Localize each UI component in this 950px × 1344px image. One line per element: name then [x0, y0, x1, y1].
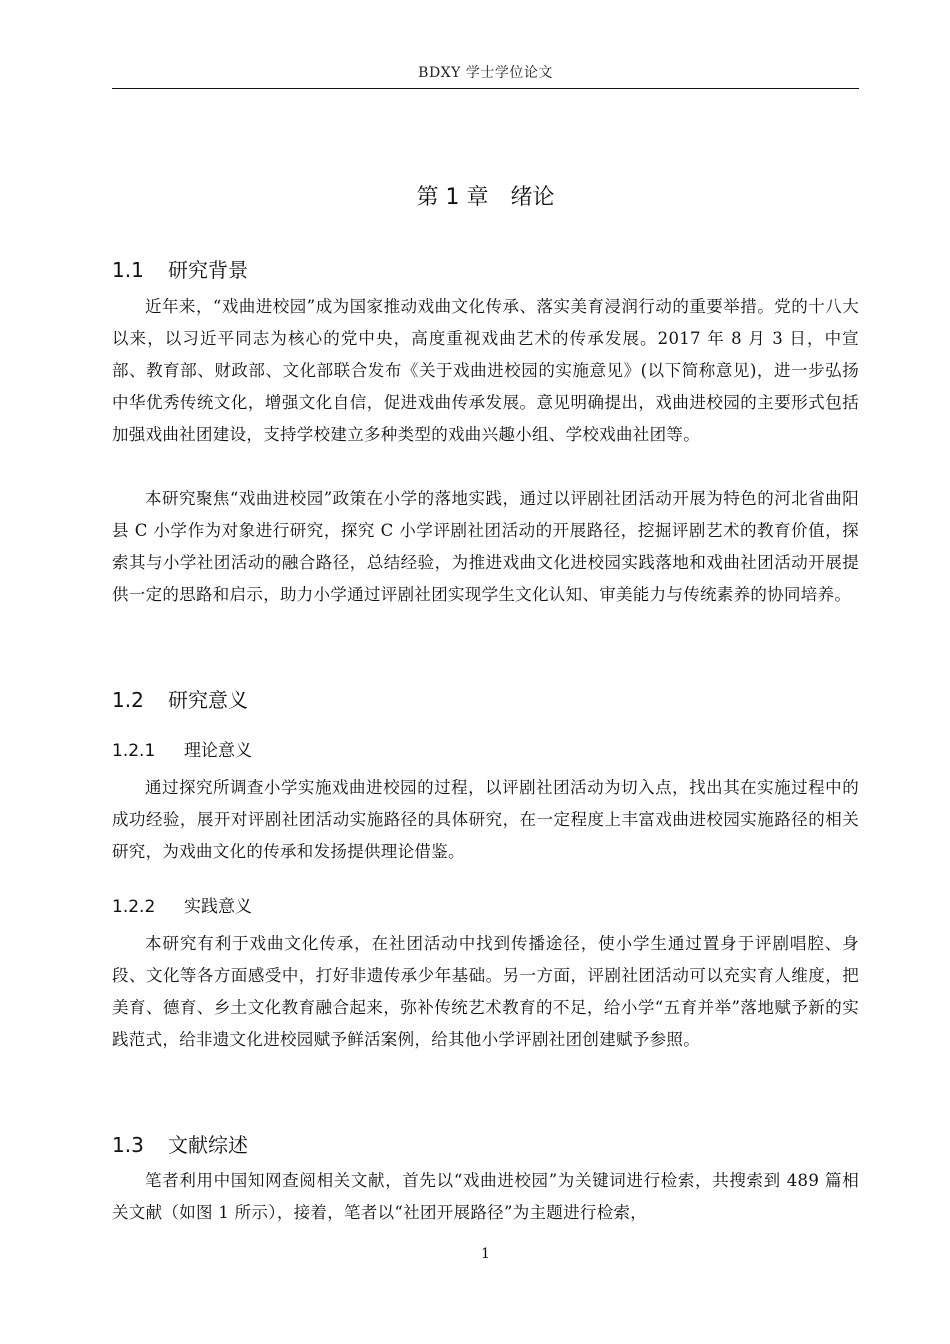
running-header: BDXY 学士学位论文: [418, 65, 553, 81]
section-title: 文献综述: [168, 1133, 248, 1157]
subsection-heading-1-2-1: [112, 736, 252, 761]
paragraph-theoretical: 通过探究所调查小学实施戏曲进校园的过程，以评剧社团活动为切入点，找出其在实施过程中的成功经验，展开对评剧社团活动实施路径的具体研究，在一定程度上丰富戏曲进校园实施路径的相关研究，为戏曲文化的传承和发扬提供理论借鉴。: [112, 778, 859, 861]
section-number: 1.2.2: [112, 897, 156, 917]
section-title: 研究意义: [168, 688, 248, 712]
section-title: 研究背景: [168, 258, 248, 282]
section-title: 理论意义: [184, 741, 252, 761]
chapter-title: 第 1 章 绪论: [416, 185, 555, 210]
section-title: 实践意义: [184, 897, 252, 917]
paragraph-background-2: 本研究聚焦“戏曲进校园”政策在小学的落地实践，通过以评剧社团活动开展为特色的河北省曲阳县 C 小学作为对象进行研究，探究 C 小学评剧社团活动的开展路径，挖掘评剧艺术的教育价值，探索其与小学社团活动的融合路径，总结经验，为推进戏曲文化进校园实践落地和戏曲社团活动开展提供一定的思路和启示，助力小学通过评剧社团实现学生文化认知、审美能力与传统素养的协同培养。: [112, 489, 859, 604]
page-number: 1: [481, 1246, 490, 1262]
subsection-heading-1-2-2: [112, 892, 252, 917]
section-number: 1.2: [112, 688, 144, 712]
section-number: 1.1: [112, 258, 144, 282]
paragraph-practical: 本研究有利于戏曲文化传承，在社团活动中找到传播途径，使小学生通过置身于评剧唱腔、身段、文化等各方面感受中，打好非遗传承少年基础。另一方面，评剧社团活动可以充实育人维度，把美育、德育、乡土文化教育融合起来，弥补传统艺术教育的不足，给小学“五育并举”落地赋予新的实践范式，给非遗文化进校园赋予鲜活案例，给其他小学评剧社团创建赋予参照。: [112, 934, 859, 1049]
section-heading-1-2: [112, 684, 248, 713]
paragraph-literature: 笔者利用中国知网查阅相关文献，首先以“戏曲进校园”为关键词进行检索，共搜索到 489 篇相关文献（如图 1 所示），接着，笔者以“社团开展路径”为主题进行检索，: [112, 1171, 859, 1222]
header-rule: [112, 88, 859, 89]
section-heading-1-3: [112, 1129, 248, 1158]
section-heading-1-1: [112, 254, 248, 283]
paragraph-background-1: 近年来，“戏曲进校园”成为国家推动戏曲文化传承、落实美育浸润行动的重要举措。党的十八大以来，以习近平同志为核心的党中央，高度重视戏曲艺术的传承发展。2017 年 8 月 3 日，中宣部、教育部、财政部、文化部联合发布《关于戏曲进校园的实施意见》(以下简称意见)，进一步弘扬中华优秀传统文化，增强文化自信，促进戏曲传承发展。意见明确提出，戏曲进校园的主要形式包括加强戏曲社团建设，支持学校建立多种类型的戏曲兴趣小组、学校戏曲社团等。: [112, 297, 859, 444]
section-number: 1.2.1: [112, 741, 156, 761]
section-number: 1.3: [112, 1133, 144, 1157]
